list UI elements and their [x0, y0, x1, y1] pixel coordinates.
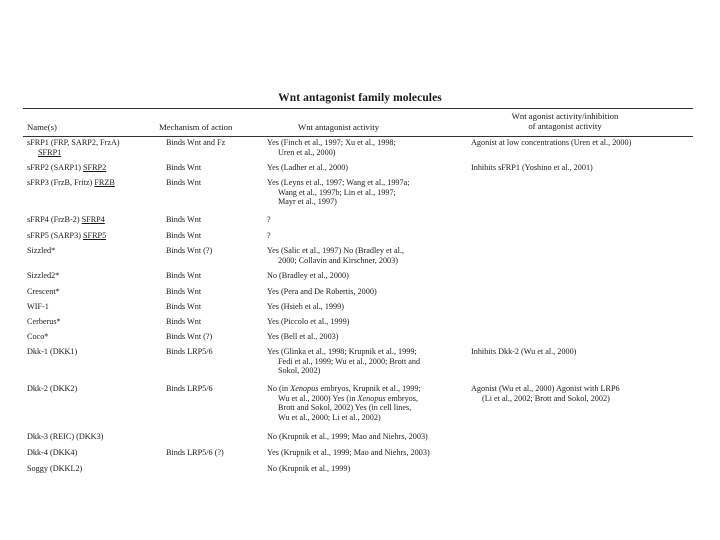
activity-line: Fedi et al., 1999; Wu et al., 2000; Brott and — [278, 356, 421, 366]
cell-name — [23, 138, 166, 163]
activity-line: Sokol, 2002) — [278, 366, 321, 376]
cell-name: Cerberus* — [27, 317, 61, 326]
cell-mechanism: Binds Wnt (?) — [166, 246, 213, 255]
cell-mechanism: Binds LRP5/6 — [166, 384, 213, 393]
cell-name — [23, 231, 166, 246]
cell-agonist — [470, 432, 698, 448]
cell-mechanism: Binds Wnt — [166, 231, 202, 240]
table-row — [23, 347, 698, 384]
table-row — [23, 246, 698, 271]
cell-name: Coco* — [27, 332, 49, 341]
cell-name: WIF-1 — [27, 302, 49, 311]
name-text: sFRP2 (SARP1) — [27, 163, 83, 172]
top-rule — [23, 108, 693, 109]
activity-line: Wang et al., 1997b; Lin et al., 1997; — [278, 187, 396, 197]
gene-symbol: SFRP4 — [81, 215, 105, 224]
activity-line: Mayr et al., 1997) — [278, 197, 337, 207]
cell-name: Dkk-4 (DKK4) — [27, 448, 78, 457]
activity-line: Wu et al., 2000; Li et al., 2002) — [278, 412, 381, 422]
header-activity: Wnt antagonist activity — [298, 122, 380, 132]
activity-line: Yes (Leyns et al., 1997; Wang et al., 1997a; — [267, 178, 410, 187]
cell-agonist — [470, 317, 698, 332]
agonist-line: Agonist (Wu et al., 2000) Agonist with LRP6 — [471, 384, 620, 393]
header-rule — [23, 136, 693, 137]
cell-agonist — [470, 448, 698, 464]
activity-text: No (in — [267, 384, 291, 393]
cell-agonist — [470, 271, 698, 287]
cell-name — [23, 163, 166, 178]
header-name: Name(s) — [27, 122, 57, 132]
table-row — [23, 287, 698, 302]
cell-activity: No (Bradley et al., 2000) — [267, 271, 349, 280]
cell-mechanism: Binds LRP5/6 (?) — [166, 448, 224, 457]
cell-activity — [267, 178, 470, 215]
table-row — [23, 138, 698, 163]
table-row — [23, 231, 698, 246]
activity-line: Yes (Glinka et al., 1998; Krupnik et al., 1999; — [267, 347, 417, 356]
activity-line: Yes (Finch et al., 1997; Xu et al., 1998; — [267, 138, 396, 147]
cell-mechanism: Binds Wnt — [166, 163, 202, 172]
cell-name — [23, 178, 166, 215]
name-text: sFRP3 (FrzB, Fritz) — [27, 178, 95, 187]
cell-mechanism: Binds LRP5/6 — [166, 347, 213, 356]
cell-agonist — [470, 215, 698, 231]
cell-agonist — [470, 231, 698, 246]
cell-agonist — [470, 246, 698, 271]
cell-name — [23, 215, 166, 231]
cell-name: Crescent* — [27, 287, 60, 296]
table-row — [23, 302, 698, 317]
table-row — [23, 448, 698, 464]
header-mechanism: Mechanism of action — [159, 122, 233, 132]
name-text: sFRP1 (FRP, SARP2, FrzA) — [27, 138, 120, 147]
header-agonist-line1: Wnt agonist activity/inhibition — [511, 111, 619, 121]
table-title: Wnt antagonist family molecules — [278, 92, 442, 104]
gene-symbol: SFRP2 — [82, 163, 107, 172]
cell-activity: Yes (Ladher et al., 2000) — [267, 163, 349, 172]
table-row — [23, 464, 698, 479]
cell-activity — [267, 138, 470, 163]
activity-line: Uren et al., 2000) — [278, 147, 336, 157]
cell-activity: No (Krupnik et al., 1999; Mao and Niehrs, 2003) — [267, 432, 428, 441]
cell-name: Sizzled2* — [27, 271, 60, 280]
cell-agonist: Agonist at low concentrations (Uren et al., 2000) — [471, 138, 632, 147]
table-row — [23, 215, 698, 231]
header-agonist-line2: of antagonist activity — [528, 121, 602, 131]
table-row — [23, 178, 698, 215]
cell-agonist — [470, 384, 698, 432]
table-row — [23, 432, 698, 448]
cell-name: Soggy (DKKL2) — [27, 464, 83, 473]
gene-symbol: SFRP5 — [82, 231, 107, 240]
table-row — [23, 317, 698, 332]
cell-agonist — [470, 178, 698, 215]
activity-text: embryos, — [385, 393, 418, 403]
cell-name: Dkk-3 (REIC) (DKK3) — [27, 432, 104, 441]
cell-activity — [267, 347, 470, 384]
cell-activity: Yes (Krupnik et al., 1999; Mao and Niehrs, 2003) — [267, 448, 430, 457]
cell-mechanism: Binds Wnt and Fz — [166, 138, 226, 147]
cell-mechanism: Binds Wnt — [166, 317, 202, 326]
cell-name: Dkk-2 (DKK2) — [27, 384, 78, 393]
activity-line: 2000; Collavin and Kirschner, 2003) — [278, 255, 398, 265]
cell-agonist: Inhibits Dkk-2 (Wu et al., 2000) — [471, 347, 577, 356]
cell-name: Dkk-1 (DKK1) — [27, 347, 78, 356]
gene-symbol: FRZB — [94, 178, 115, 187]
cell-mechanism: Binds Wnt — [166, 287, 202, 296]
name-text: sFRP4 (FrzB-2) — [27, 215, 82, 224]
cell-activity: Yes (Bell et al., 2003) — [267, 332, 339, 341]
cell-activity: No (Krupnik et al., 1999) — [267, 464, 351, 473]
antagonist-table — [23, 138, 698, 479]
table-row — [23, 384, 698, 432]
cell-activity: Yes (Pera and De Robertis, 2000) — [267, 287, 377, 296]
cell-agonist — [470, 302, 698, 317]
cell-agonist — [470, 332, 698, 347]
activity-text: embryos, Krupnik et al., 1999; — [318, 384, 421, 393]
cell-agonist — [470, 287, 698, 302]
cell-mechanism: Binds Wnt — [166, 215, 202, 224]
gene-symbol: SFRP1 — [38, 147, 62, 157]
table-row — [23, 271, 698, 287]
cell-agonist: Inhibits sFRP1 (Yoshino et al., 2001) — [471, 163, 593, 172]
cell-activity — [267, 246, 470, 271]
cell-activity — [267, 384, 470, 432]
table-row — [23, 163, 698, 178]
cell-mechanism: Binds Wnt — [166, 178, 202, 187]
cell-activity: Yes (Hsieh et al., 1999) — [267, 302, 344, 311]
agonist-line: (Li et al., 2002; Brott and Sokol, 2002) — [482, 393, 610, 403]
species-italic: Xenopus — [290, 384, 319, 393]
cell-agonist — [470, 464, 698, 479]
cell-mechanism — [166, 464, 267, 479]
activity-line — [267, 394, 470, 404]
cell-mechanism — [166, 432, 267, 448]
cell-mechanism: Binds Wnt — [166, 302, 202, 311]
cell-mechanism: Binds Wnt — [166, 271, 202, 280]
activity-line: Brott and Sokol, 2002) Yes (in cell lines, — [278, 403, 412, 413]
cell-mechanism: Binds Wnt (?) — [166, 332, 213, 341]
name-text: sFRP5 (SARP3) — [27, 231, 83, 240]
table-row — [23, 332, 698, 347]
activity-text: Wu et al., 2000) Yes (in — [278, 393, 358, 403]
header-agonist — [470, 111, 660, 131]
cell-activity: ? — [267, 215, 271, 224]
cell-activity: ? — [267, 231, 271, 240]
activity-line: Yes (Salic et al., 1997) No (Bradley et al., — [267, 246, 404, 255]
activity-line — [267, 384, 421, 393]
cell-activity: Yes (Piccolo et al., 1999) — [267, 317, 350, 326]
species-italic: Xenopus — [357, 393, 386, 403]
cell-name: Sizzled* — [27, 246, 56, 255]
